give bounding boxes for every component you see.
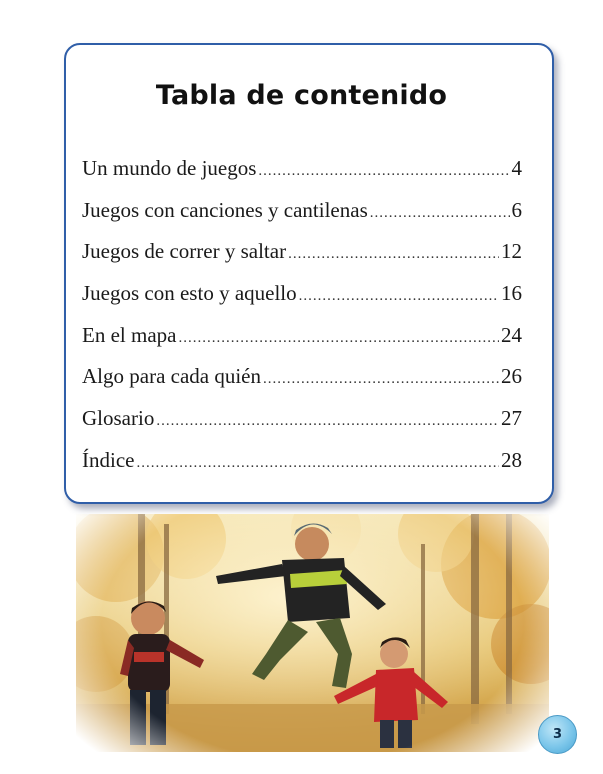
- toc-entry-page: 6: [511, 197, 522, 222]
- dot-leader: [263, 371, 499, 388]
- toc-entry-page: 16: [501, 281, 522, 306]
- dot-leader: [370, 205, 510, 222]
- toc-entry[interactable]: [82, 448, 522, 490]
- toc-entry[interactable]: [82, 156, 522, 198]
- toc-entry-label: Juegos con canciones y cantilenas: [82, 197, 368, 222]
- dot-leader: [178, 330, 499, 347]
- page-number-badge: 3: [538, 715, 577, 754]
- toc-entry-label: Un mundo de juegos: [82, 156, 257, 180]
- toc-entry-page: 27: [501, 406, 522, 431]
- toc-entry[interactable]: [82, 239, 522, 281]
- dot-leader: [299, 288, 499, 305]
- toc-title: Tabla de contenido: [155, 80, 448, 111]
- toc-entry-label: Glosario: [82, 406, 155, 431]
- toc-entry-label: Algo para cada quién: [82, 364, 262, 389]
- children-jumping-photo: [76, 514, 549, 752]
- toc-entry-page: 12: [501, 239, 522, 264]
- toc-entry-label: Índice: [82, 447, 135, 472]
- toc-entry[interactable]: [82, 406, 522, 448]
- toc-entry-label: Juegos con esto y aquello: [82, 281, 297, 306]
- toc-entry-page: 28: [501, 447, 522, 472]
- dot-leader: [288, 246, 499, 263]
- toc-entry[interactable]: [82, 323, 522, 365]
- toc-entry-page: 4: [511, 156, 522, 180]
- toc-entry[interactable]: [82, 364, 522, 406]
- toc-entry[interactable]: [82, 281, 522, 323]
- toc-entry-label: En el mapa: [82, 322, 177, 347]
- dot-leader: [136, 455, 499, 472]
- toc-entry-label: Juegos de correr y saltar: [82, 239, 287, 264]
- toc-entry[interactable]: [82, 198, 522, 240]
- dot-leader: [258, 163, 509, 180]
- toc-list: [82, 156, 522, 490]
- toc-entry-page: 26: [501, 364, 522, 389]
- toc-entry-page: 24: [501, 322, 522, 347]
- dot-leader: [156, 413, 499, 430]
